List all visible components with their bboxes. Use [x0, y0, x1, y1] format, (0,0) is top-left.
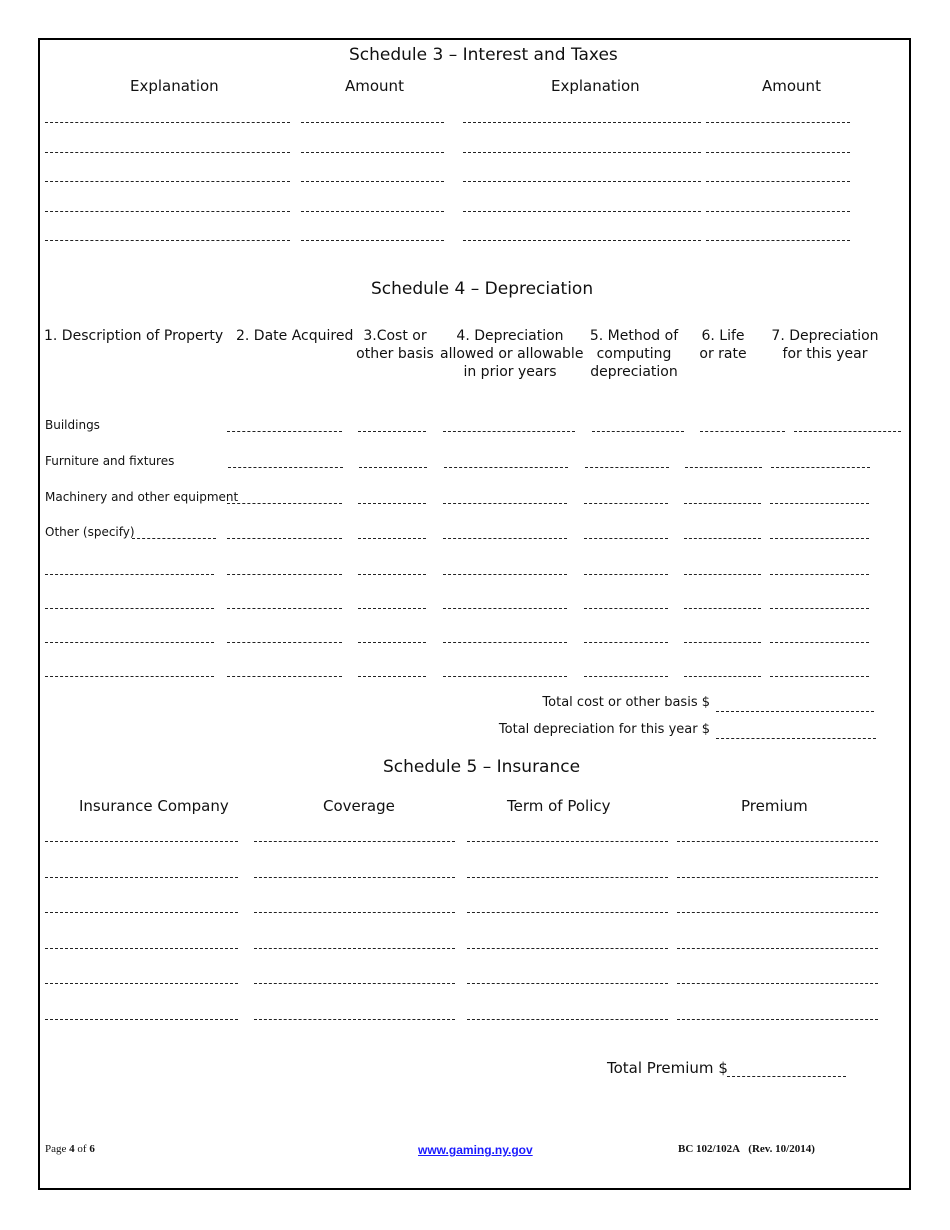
schedule3-line-r4-c4[interactable]	[706, 211, 850, 212]
footer-form-id	[678, 1143, 815, 1155]
schedule3-title: Schedule 3 – Interest and Taxes	[349, 45, 618, 65]
schedule4-line-r5-c6[interactable]	[684, 574, 761, 575]
schedule5-line-r5-c3[interactable]	[467, 983, 668, 984]
schedule4-line-r6-c6[interactable]	[684, 608, 761, 609]
schedule4-line-r4-c5[interactable]	[584, 538, 668, 539]
schedule4-line-r8-c2[interactable]	[227, 676, 342, 677]
schedule4-col-method: 5. Method of computing depreciation	[589, 328, 679, 380]
schedule4-line-r8-c5[interactable]	[584, 676, 668, 677]
schedule5-line-r6-c1[interactable]	[45, 1019, 238, 1020]
schedule5-line-r5-c2[interactable]	[254, 983, 455, 984]
schedule5-line-r3-c1[interactable]	[45, 912, 238, 913]
schedule5-line-r2-c4[interactable]	[677, 877, 878, 878]
schedule4-line-r6-c4[interactable]	[443, 608, 567, 609]
schedule4-line-r4-c2[interactable]	[227, 538, 342, 539]
schedule4-row-buildings: Buildings	[45, 418, 100, 432]
schedule5-line-r1-c2[interactable]	[254, 841, 455, 842]
schedule4-line-r3-c6[interactable]	[770, 503, 869, 504]
schedule4-line-r6-c1[interactable]	[45, 608, 214, 609]
schedule3-line-r4-c1[interactable]	[45, 211, 290, 212]
schedule4-line-r5-c3[interactable]	[358, 574, 426, 575]
schedule4-col-depreciation-this-year: 7. Depreciation for this year	[771, 328, 879, 362]
schedule4-line-r5-c7[interactable]	[770, 574, 869, 575]
schedule5-title: Schedule 5 – Insurance	[383, 757, 581, 777]
schedule5-line-r1-c1[interactable]	[45, 841, 238, 842]
schedule4-line-r7-c3[interactable]	[358, 642, 426, 643]
schedule5-line-r4-c1[interactable]	[45, 948, 238, 949]
footer-page-of: of	[77, 1143, 87, 1155]
schedule5-line-r5-c4[interactable]	[677, 983, 878, 984]
schedule3-line-r5-c4[interactable]	[706, 240, 850, 241]
schedule4-line-r1-c1[interactable]	[227, 431, 342, 432]
schedule5-line-r2-c3[interactable]	[467, 877, 668, 878]
schedule4-line-r1-c4[interactable]	[592, 431, 684, 432]
schedule4-line-r2-c2[interactable]	[359, 467, 427, 468]
schedule4-line-r2-c4[interactable]	[585, 467, 669, 468]
schedule4-total-cost-label: Total cost or other basis $	[542, 695, 710, 710]
footer-page-number	[45, 1143, 95, 1155]
schedule4-row-machinery: Machinery and other equipment	[45, 490, 239, 504]
schedule4-line-r8-c1[interactable]	[45, 676, 214, 677]
schedule3-line-r5-c1[interactable]	[45, 240, 290, 241]
schedule5-line-r6-c4[interactable]	[677, 1019, 878, 1020]
footer-form-number: BC 102/102A	[678, 1143, 741, 1155]
schedule3-line-r2-c2[interactable]	[301, 152, 444, 153]
schedule5-line-r3-c4[interactable]	[677, 912, 878, 913]
schedule4-col-cost-basis: 3.Cost or other basis	[356, 328, 434, 362]
schedule3-line-r1-c3[interactable]	[463, 122, 701, 123]
footer-page-current: 4	[69, 1143, 75, 1155]
schedule4-line-r6-c3[interactable]	[358, 608, 426, 609]
schedule4-line-r5-c1[interactable]	[45, 574, 214, 575]
schedule3-line-r3-c3[interactable]	[463, 181, 701, 182]
schedule4-line-r3-c1[interactable]	[227, 503, 342, 504]
schedule4-line-r4-c4[interactable]	[443, 538, 567, 539]
schedule3-line-r3-c4[interactable]	[706, 181, 850, 182]
schedule4-line-r5-c4[interactable]	[443, 574, 567, 575]
schedule3-line-r2-c4[interactable]	[706, 152, 850, 153]
schedule4-total-depreciation-line[interactable]	[716, 738, 876, 739]
schedule3-header-amount-2: Amount	[762, 77, 821, 95]
schedule3-line-r4-c3[interactable]	[463, 211, 701, 212]
schedule5-line-r1-c4[interactable]	[677, 841, 878, 842]
schedule4-total-cost-line[interactable]	[716, 711, 874, 712]
schedule3-line-r1-c2[interactable]	[301, 122, 444, 123]
footer-revision: (Rev. 10/2014)	[748, 1143, 815, 1155]
footer-website-link[interactable]: www.gaming.ny.gov	[418, 1143, 533, 1157]
schedule4-row-furniture: Furniture and fixtures	[45, 454, 175, 468]
schedule4-line-r3-c2[interactable]	[358, 503, 426, 504]
footer-page-total: 6	[89, 1143, 95, 1155]
schedule5-line-r4-c2[interactable]	[254, 948, 455, 949]
schedule4-line-r8-c4[interactable]	[443, 676, 567, 677]
schedule4-line-r4-c1[interactable]	[132, 538, 216, 539]
schedule4-line-r6-c2[interactable]	[227, 608, 342, 609]
schedule4-line-r8-c3[interactable]	[358, 676, 426, 677]
schedule4-col-prior-depreciation: 4. Depreciation allowed or allowable in prior years	[440, 328, 584, 380]
schedule4-line-r1-c6[interactable]	[794, 431, 901, 432]
schedule3-line-r5-c2[interactable]	[301, 240, 444, 241]
schedule4-line-r7-c7[interactable]	[770, 642, 869, 643]
schedule4-col-description: 1. Description of Property	[44, 328, 224, 344]
schedule5-header-premium: Premium	[741, 797, 808, 815]
schedule4-line-r7-c2[interactable]	[227, 642, 342, 643]
schedule5-total-premium-line[interactable]	[727, 1076, 846, 1077]
schedule3-line-r3-c1[interactable]	[45, 181, 290, 182]
schedule4-col-life-rate: 6. Life or rate	[699, 328, 747, 362]
schedule5-line-r1-c3[interactable]	[467, 841, 668, 842]
schedule4-line-r3-c3[interactable]	[443, 503, 567, 504]
footer-page-prefix: Page	[45, 1143, 67, 1155]
schedule4-line-r7-c5[interactable]	[584, 642, 668, 643]
schedule3-line-r3-c2[interactable]	[301, 181, 444, 182]
schedule4-line-r1-c2[interactable]	[358, 431, 426, 432]
schedule3-header-explanation-2: Explanation	[551, 77, 640, 95]
schedule5-total-premium-label: Total Premium $	[607, 1059, 728, 1077]
schedule4-line-r4-c7[interactable]	[770, 538, 869, 539]
schedule5-line-r2-c1[interactable]	[45, 877, 238, 878]
schedule3-line-r1-c1[interactable]	[45, 122, 290, 123]
schedule5-line-r5-c1[interactable]	[45, 983, 238, 984]
schedule4-line-r5-c2[interactable]	[227, 574, 342, 575]
schedule4-line-r2-c6[interactable]	[771, 467, 870, 468]
schedule5-line-r3-c3[interactable]	[467, 912, 668, 913]
schedule4-line-r2-c1[interactable]	[228, 467, 343, 468]
schedule4-col-date-acquired: 2. Date Acquired	[236, 328, 354, 344]
schedule5-line-r4-c4[interactable]	[677, 948, 878, 949]
schedule4-line-r5-c5[interactable]	[584, 574, 668, 575]
schedule5-line-r3-c2[interactable]	[254, 912, 455, 913]
schedule4-line-r6-c7[interactable]	[770, 608, 869, 609]
schedule4-line-r4-c6[interactable]	[684, 538, 761, 539]
schedule3-line-r4-c2[interactable]	[301, 211, 444, 212]
schedule4-total-depreciation-label: Total depreciation for this year $	[498, 722, 710, 737]
schedule3-line-r2-c3[interactable]	[463, 152, 701, 153]
schedule4-line-r4-c3[interactable]	[358, 538, 426, 539]
schedule3-line-r2-c1[interactable]	[45, 152, 290, 153]
schedule5-header-term: Term of Policy	[507, 797, 611, 815]
schedule4-line-r7-c1[interactable]	[45, 642, 214, 643]
schedule4-line-r7-c6[interactable]	[684, 642, 761, 643]
schedule4-row-other: Other (specify)	[45, 525, 135, 539]
schedule5-line-r4-c3[interactable]	[467, 948, 668, 949]
schedule4-line-r8-c6[interactable]	[684, 676, 761, 677]
schedule4-line-r2-c5[interactable]	[685, 467, 762, 468]
schedule4-title: Schedule 4 – Depreciation	[371, 279, 594, 299]
schedule4-line-r8-c7[interactable]	[770, 676, 869, 677]
schedule5-header-coverage: Coverage	[323, 797, 395, 815]
schedule3-header-amount-1: Amount	[345, 77, 404, 95]
schedule4-line-r2-c3[interactable]	[444, 467, 568, 468]
schedule4-line-r1-c5[interactable]	[700, 431, 785, 432]
schedule3-line-r1-c4[interactable]	[706, 122, 850, 123]
schedule4-line-r6-c5[interactable]	[584, 608, 668, 609]
schedule5-line-r2-c2[interactable]	[254, 877, 455, 878]
schedule5-line-r6-c2[interactable]	[254, 1019, 455, 1020]
schedule4-line-r7-c4[interactable]	[443, 642, 567, 643]
schedule4-line-r3-c4[interactable]	[584, 503, 668, 504]
schedule4-line-r1-c3[interactable]	[443, 431, 575, 432]
schedule4-line-r3-c5[interactable]	[684, 503, 761, 504]
schedule3-line-r5-c3[interactable]	[463, 240, 701, 241]
schedule5-header-company: Insurance Company	[79, 797, 229, 815]
schedule5-line-r6-c3[interactable]	[467, 1019, 668, 1020]
schedule3-header-explanation-1: Explanation	[130, 77, 219, 95]
